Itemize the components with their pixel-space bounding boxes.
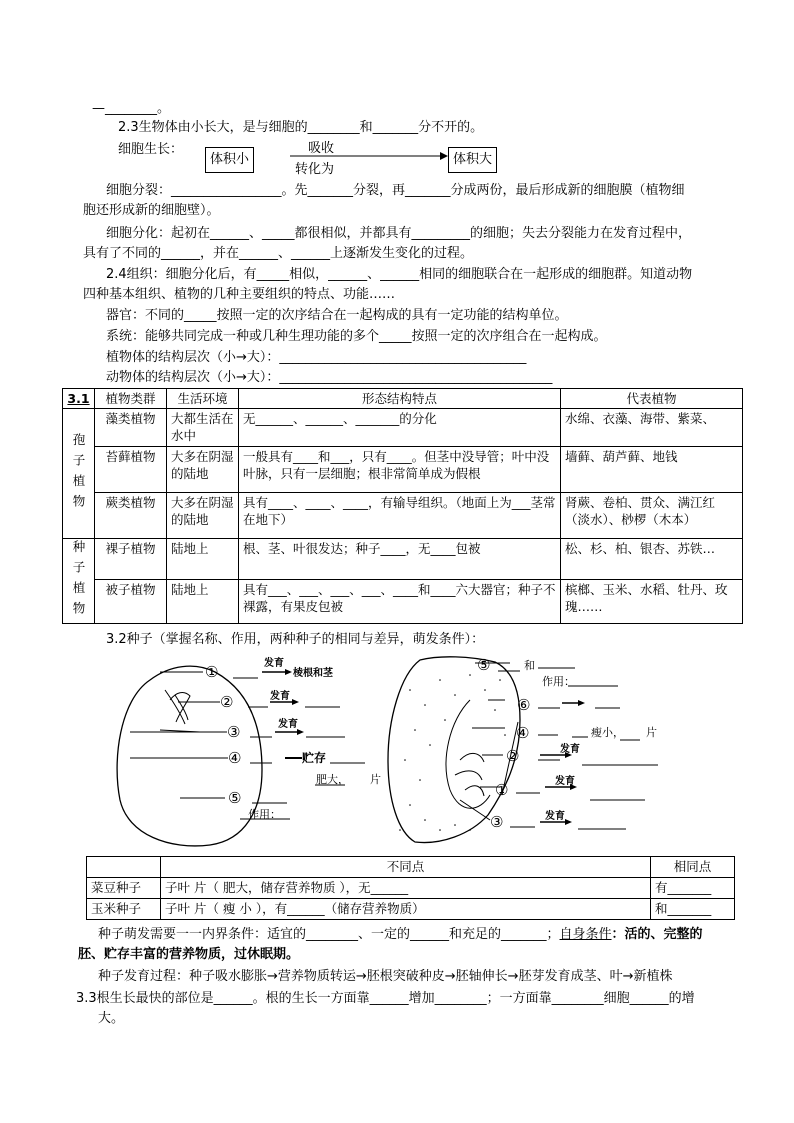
corn-label-5: ⑤ bbox=[477, 656, 491, 674]
corn-label-2: ② bbox=[506, 747, 520, 765]
text-line-12: 动物体的结构层次（小→大）：__________________________________________ bbox=[106, 370, 553, 385]
bean-label-dev3: 发育 bbox=[278, 719, 298, 730]
group-moss: 苔藓植物 bbox=[95, 447, 167, 493]
corn-label-dev-c: 发育 bbox=[545, 811, 565, 822]
growth-small-label: 体积小 bbox=[210, 152, 250, 167]
corn-label-dev-a: 发育 bbox=[560, 744, 580, 755]
table-header-features: 形态结构特点 bbox=[239, 389, 561, 409]
seed-heading: 3.2种子（掌握名称、作用，两种种子的相同与差异，萌发条件）： bbox=[106, 632, 485, 647]
example-cell: 肾蕨、卷柏、贯众、满江红（淡水）、桫椤（木本） bbox=[561, 493, 743, 539]
text-line-7: 2.4组织：细胞分化后，有_____相似，______、______相同的细胞联合在一起形成的细胞群。知道动物 bbox=[106, 267, 693, 282]
bean-label-dev1: 发育 bbox=[264, 658, 284, 669]
corn-label-1: ① bbox=[495, 781, 509, 799]
text-line-6: 具有了不同的______，并在______、______上逐渐发生变化的过程。 bbox=[83, 246, 474, 261]
table-header-empty bbox=[87, 857, 161, 878]
feature-cell: 一般具有____和___，只有____。但茎中没导管；叶中没叶脉，只有一层细胞；根非常简单成为假根 bbox=[239, 447, 561, 493]
group-gymnosperm: 裸子植物 bbox=[95, 539, 167, 580]
text-line-1: 2.3生物体由小长大，是与细胞的________和_______分不开的。 bbox=[118, 120, 484, 135]
corn-label-dev-b: 发育 bbox=[555, 776, 575, 787]
growth-absorb-label: 吸收 bbox=[308, 141, 335, 156]
seed-same-corn: 和_______ bbox=[651, 899, 735, 920]
endosperm-dots bbox=[399, 674, 509, 831]
example-cell: 墙藓、葫芦藓、地钱 bbox=[561, 447, 743, 493]
group-fern: 蕨类植物 bbox=[95, 493, 167, 539]
table-header-section: 3.1 bbox=[63, 389, 95, 409]
germination-process: 种子发育过程：种子吸水膨胀→营养物质转运→胚根突破种皮→胚轴伸长→胚芽发育成茎、叶→新植株 bbox=[98, 969, 673, 984]
env-cell: 大多在阴湿的陆地 bbox=[167, 447, 239, 493]
example-cell: 水绵、衣藻、海带、紫菜、 bbox=[561, 409, 743, 447]
germination-self-conditions: ：活的、完整的 bbox=[611, 927, 703, 942]
env-cell: 大多在阴湿的陆地 bbox=[167, 493, 239, 539]
germination-conditions-cont: 胚、贮存丰富的营养物质，过休眠期。 bbox=[78, 947, 300, 962]
bean-label-5: ⑤ bbox=[228, 789, 242, 807]
group-seed-plants: 种子植物 bbox=[63, 539, 95, 624]
corn-label-he: 和 bbox=[524, 659, 535, 672]
bean-label-dev2: 发育 bbox=[270, 691, 290, 702]
bean-label-store: 贮存 bbox=[302, 751, 327, 765]
text-line-8: 四种基本组织、植物的几种主要组织的特点、功能…… bbox=[83, 287, 396, 302]
group-angiosperm: 被子植物 bbox=[95, 580, 167, 624]
germination-external: 种子萌发需要一一内界条件：适宜的________、一定的______和充足的_______； bbox=[98, 927, 560, 942]
text-line-5: 细胞分化：起初在______、_____都很相似，并都具有_________的细胞；失去分裂能力在发育过程中， bbox=[106, 226, 692, 241]
bean-label-3: ③ bbox=[227, 723, 241, 741]
bean-embryo bbox=[160, 690, 200, 732]
table-header-examples: 代表植物 bbox=[561, 389, 743, 409]
text-line-11: 植物体的结构层次（小→大）：______________________________________ bbox=[106, 350, 527, 365]
table-header-env: 生活环境 bbox=[167, 389, 239, 409]
corn-label-use: 作用： bbox=[542, 675, 575, 688]
seed-same-bean: 有_______ bbox=[651, 878, 735, 899]
root-growth-line-2: 大。 bbox=[98, 1011, 125, 1026]
text-line-0: —________。 bbox=[92, 101, 171, 116]
growth-transform-label: 转化为 bbox=[295, 162, 335, 177]
feature-cell: 具有___、___、___、___、____和____六大器官；种子不裸露，有果皮包被 bbox=[239, 580, 561, 624]
corn-label-3: ③ bbox=[490, 813, 504, 831]
feature-cell: 根、茎、叶很发达；种子____，无____包被 bbox=[239, 539, 561, 580]
example-cell: 槟榔、玉米、水稻、牡丹、玫瑰…… bbox=[561, 580, 743, 624]
bean-label-pian: 片 bbox=[370, 773, 381, 786]
corn-label-thin: 瘦小， bbox=[591, 726, 624, 739]
text-line-10: 系统：能够共同完成一种或几种生理功能的多个_____按照一定的次序组合在一起构成。 bbox=[106, 329, 607, 344]
text-line-4: 胞还形成新的细胞壁）。 bbox=[83, 203, 220, 218]
corn-label-6: ⑥ bbox=[517, 696, 531, 714]
env-cell: 大都生活在水中 bbox=[167, 409, 239, 447]
bean-label-1: ① bbox=[205, 663, 219, 681]
group-algae: 藻类植物 bbox=[95, 409, 167, 447]
feature-cell: 具有____、____、____，有输导组织。（地面上为___茎常在地下） bbox=[239, 493, 561, 539]
root-growth-line: 3.3根生长最快的部位是______。根的生长一方面靠______增加________；一方面靠________细胞______的增 bbox=[76, 991, 695, 1006]
corn-label-4: ④ bbox=[516, 724, 530, 742]
env-cell: 陆地上 bbox=[167, 580, 239, 624]
seed-comparison-table bbox=[86, 856, 735, 920]
corn-label-pian: 片 bbox=[646, 726, 657, 739]
feature-cell: 无______、______、_______的分化 bbox=[239, 409, 561, 447]
seed-diff-corn: 子叶 片（ 瘦 小 ），有______（储存营养物质） bbox=[161, 899, 651, 920]
text-line-9: 器官：不同的_____按照一定的次序结合在一起构成的具有一定功能的结构单位。 bbox=[106, 308, 568, 323]
env-cell: 陆地上 bbox=[167, 539, 239, 580]
bean-label-dev1-target: 棱根和茎 bbox=[293, 668, 333, 679]
bean-label-fat: 肥大， bbox=[316, 773, 349, 786]
table-header-row bbox=[87, 857, 735, 878]
seed-name-corn: 玉米种子 bbox=[87, 899, 161, 920]
example-cell: 松、杉、柏、银杏、苏铁… bbox=[561, 539, 743, 580]
seed-name-bean: 菜豆种子 bbox=[87, 878, 161, 899]
bean-label-use: 作用： bbox=[248, 808, 281, 821]
table-header-diff: 不同点 bbox=[161, 857, 651, 878]
table-row bbox=[87, 878, 735, 899]
bean-label-4: ④ bbox=[228, 749, 242, 767]
text-line-2: 细胞生长： bbox=[118, 142, 184, 157]
text-line-3: 细胞分裂：_________________。先_______分裂，再_______分成两份，最后形成新的细胞膜（植物细 bbox=[106, 183, 685, 198]
germination-self-label: 自身条件 bbox=[559, 927, 612, 942]
table-header-same: 相同点 bbox=[651, 857, 735, 878]
growth-large-label: 体积大 bbox=[453, 152, 493, 167]
seed-diff-bean: 子叶 片（ 肥大，储存营养物质 ），无______ bbox=[161, 878, 651, 899]
table-row bbox=[87, 899, 735, 920]
table-header-group: 植物类群 bbox=[95, 389, 167, 409]
group-spore-plants: 孢子植物 bbox=[63, 409, 95, 539]
bean-label-2: ② bbox=[220, 693, 234, 711]
germination-conditions bbox=[98, 926, 703, 944]
